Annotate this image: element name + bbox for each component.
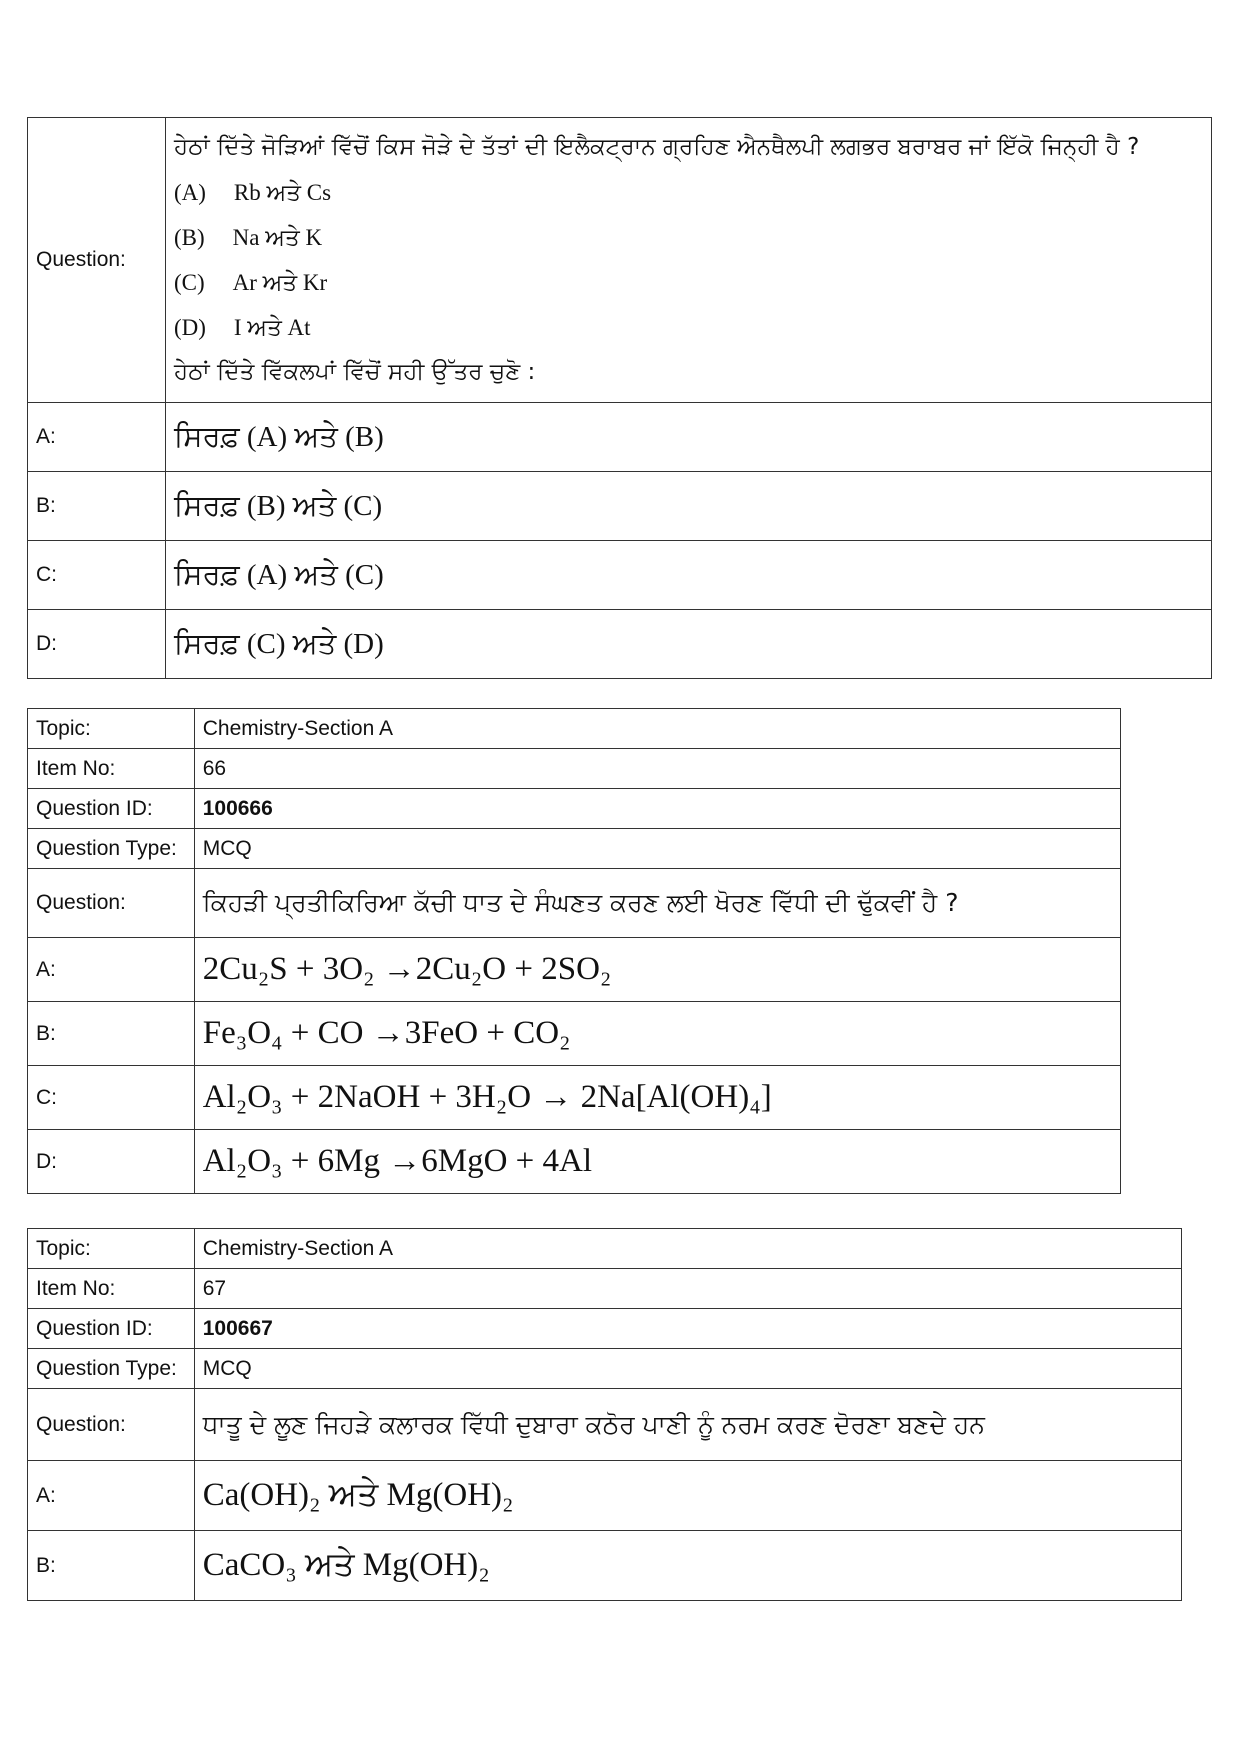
option-label: A: xyxy=(28,403,166,472)
question-type-label: Question Type: xyxy=(28,829,195,869)
option-label: A: xyxy=(28,1461,195,1531)
topic-label: Topic: xyxy=(28,709,195,749)
option-d: ਸਿਰਫ਼ (C) ਅਤੇ (D) xyxy=(165,610,1211,679)
option-label: B: xyxy=(28,1531,195,1601)
question-id-label: Question ID: xyxy=(28,789,195,829)
question-id-label: Question ID: xyxy=(28,1309,195,1349)
question-text: ਕਿਹੜੀ ਪ੍ਰਤੀਕਿਰਿਆ ਕੱਚੀ ਧਾਤ ਦੇ ਸੰਘਣਤ ਕਰਣ ਲਈ ਖੋਰਣ ਵਿੱਧੀ ਦੀ ਢੁੱਕਵੀਂ ਹੈ ? xyxy=(194,869,1120,938)
question-intro: ਹੇਠਾਂ ਦਿੱਤੇ ਜੋੜਿਆਂ ਵਿੱਚੋਂ ਕਿਸ ਜੋੜੇ ਦੇ ਤੱਤਾਂ ਦੀ ਇਲੈਕਟ੍ਰਾਨ ਗ੍ਰਹਿਣ ਐਨਥੈਲਪੀ ਲਗਭਰ ਬਰਾਬਰ ਜਾਂ ਇੱਕੋ ਜਿਨ੍ਹੀ ਹੈ ? xyxy=(173,134,1140,160)
question-id-value: 100667 xyxy=(194,1309,1181,1349)
question-table-67 xyxy=(27,1228,1182,1601)
question-outro: ਹੇਠਾਂ ਦਿੱਤੇ ਵਿੱਕਲਪਾਂ ਵਿੱਚੋਂ ਸਹੀ ਉੱਤਰ ਚੁਣੋ : xyxy=(173,359,536,385)
option-label: C: xyxy=(28,541,166,610)
topic-value: Chemistry-Section A xyxy=(194,1229,1181,1269)
question-label: Question: xyxy=(28,869,195,938)
option-d: Al₂O₃ + 6Mg →6MgO + 4Al xyxy=(194,1130,1120,1194)
question-type-value: MCQ xyxy=(194,1349,1181,1389)
option-label: D: xyxy=(28,1130,195,1194)
option-label: B: xyxy=(28,1002,195,1066)
option-a: ਸਿਰਫ਼ (A) ਅਤੇ (B) xyxy=(165,403,1211,472)
option-c: ਸਿਰਫ਼ (A) ਅਤੇ (C) xyxy=(165,541,1211,610)
question-table-66 xyxy=(27,708,1121,1194)
option-b: CaCO₃ ਅਤੇ Mg(OH)₂ xyxy=(194,1531,1181,1601)
question-type-value: MCQ xyxy=(194,829,1120,869)
item-no-label: Item No: xyxy=(28,1269,195,1309)
pair-d: (D) I ਅਤੇ At xyxy=(173,315,311,340)
pair-b: (B) Na ਅਤੇ K xyxy=(173,225,323,250)
item-no-value: 67 xyxy=(194,1269,1181,1309)
question-label: Question: xyxy=(28,1389,195,1461)
option-a: 2Cu₂S + 3O₂ →2Cu₂O + 2SO₂ xyxy=(194,938,1120,1002)
pair-a: (A) Rb ਅਤੇ Cs xyxy=(173,180,332,205)
option-label: A: xyxy=(28,938,195,1002)
option-b: ਸਿਰਫ਼ (B) ਅਤੇ (C) xyxy=(165,472,1211,541)
pair-c: (C) Ar ਅਤੇ Kr xyxy=(173,270,328,295)
question-body xyxy=(165,118,1211,403)
topic-value: Chemistry-Section A xyxy=(194,709,1120,749)
option-label: B: xyxy=(28,472,166,541)
option-c: Al₂O₃ + 2NaOH + 3H₂O → 2Na[Al(OH)₄] xyxy=(194,1066,1120,1130)
question-label: Question: xyxy=(28,118,166,403)
topic-label: Topic: xyxy=(28,1229,195,1269)
question-id-value: 100666 xyxy=(194,789,1120,829)
question-type-label: Question Type: xyxy=(28,1349,195,1389)
option-b: Fe₃O₄ + CO →3FeO + CO₂ xyxy=(194,1002,1120,1066)
item-no-value: 66 xyxy=(194,749,1120,789)
item-no-label: Item No: xyxy=(28,749,195,789)
option-a: Ca(OH)₂ ਅਤੇ Mg(OH)₂ xyxy=(194,1461,1181,1531)
question-text: ਧਾਤੂ ਦੇ ਲੂਣ ਜਿਹੜੇ ਕਲਾਰਕ ਵਿੱਧੀ ਦੁਬਾਰਾ ਕਠੋਰ ਪਾਣੀ ਨੂੰ ਨਰਮ ਕਰਣ ਦੋਰਣਾ ਬਣਦੇ ਹਨ xyxy=(194,1389,1181,1461)
option-label: D: xyxy=(28,610,166,679)
question-table-1 xyxy=(27,117,1212,679)
option-label: C: xyxy=(28,1066,195,1130)
